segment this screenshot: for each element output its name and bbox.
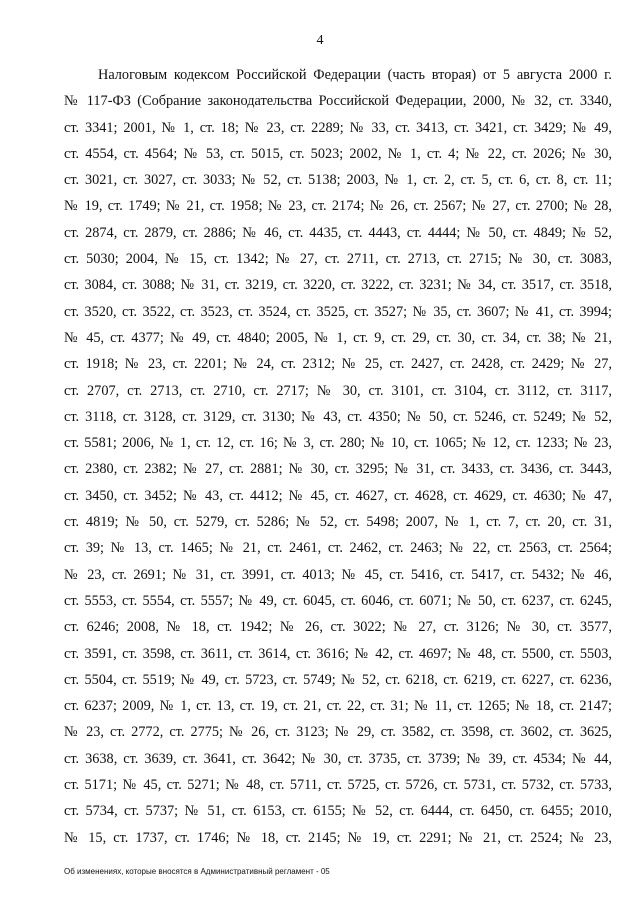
- body-paragraph: [64, 62, 612, 851]
- text-line: № 117-ФЗ (Собрание законодательства Российской Федерации, 2000, № 32, ст. 3340,: [64, 93, 612, 110]
- text-line: ст. 3450, ст. 3452; № 43, ст. 4412; № 45, ст. 4627, ст. 4628, ст. 4629, ст. 4630; № 47,: [64, 487, 612, 504]
- text-line: ст. 5504, ст. 5519; № 49, ст. 5723, ст. 5749; № 52, ст. 6218, ст. 6219, ст. 6227, ст. 6236,: [64, 671, 612, 688]
- text-line: ст. 5581; 2006, № 1, ст. 12, ст. 16; № 3, ст. 280; № 10, ст. 1065; № 12, ст. 1233; № 23,: [64, 435, 612, 452]
- text-line: ст. 3084, ст. 3088; № 31, ст. 3219, ст. 3220, ст. 3222, ст. 3231; № 34, ст. 3517, ст. 3518,: [64, 277, 612, 294]
- text-line: ст. 2380, ст. 2382; № 27, ст. 2881; № 30, ст. 3295; № 31, ст. 3433, ст. 3436, ст. 3443,: [64, 461, 612, 478]
- text-line: № 19, ст. 1749; № 21, ст. 1958; № 23, ст. 2174; № 26, ст. 2567; № 27, ст. 2700; № 28,: [64, 198, 612, 215]
- page-footer: Об изменениях, которые вносятся в Административный регламент - 05: [64, 867, 330, 876]
- text-line: № 23, ст. 2691; № 31, ст. 3991, ст. 4013; № 45, ст. 5416, ст. 5417, ст. 5432; № 46,: [64, 566, 612, 583]
- text-line: Налоговым кодексом Российской Федерации (часть вторая) от 5 августа 2000 г.: [98, 67, 612, 83]
- text-line: ст. 1918; № 23, ст. 2201; № 24, ст. 2312; № 25, ст. 2427, ст. 2428, ст. 2429; № 27,: [64, 356, 612, 373]
- text-line: ст. 3591, ст. 3598, ст. 3611, ст. 3614, ст. 3616; № 42, ст. 4697; № 48, ст. 5500, ст. 5503,: [64, 645, 612, 662]
- text-line: ст. 2707, ст. 2713, ст. 2710, ст. 2717; № 30, ст. 3101, ст. 3104, ст. 3112, ст. 3117,: [64, 382, 612, 399]
- text-line: ст. 5171; № 45, ст. 5271; № 48, ст. 5711, ст. 5725, ст. 5726, ст. 5731, ст. 5732, ст. 5733,: [64, 777, 612, 794]
- page-number: 4: [316, 33, 324, 48]
- text-line: ст. 3021, ст. 3027, ст. 3033; № 52, ст. 5138; 2003, № 1, ст. 2, ст. 5, ст. 6, ст. 8, ст. 11;: [64, 172, 612, 189]
- text-line: ст. 3341; 2001, № 1, ст. 18; № 23, ст. 2289; № 33, ст. 3413, ст. 3421, ст. 3429; № 49,: [64, 119, 612, 136]
- text-line: ст. 5030; 2004, № 15, ст. 1342; № 27, ст. 2711, ст. 2713, ст. 2715; № 30, ст. 3083,: [64, 251, 612, 268]
- text-line: ст. 6246; 2008, № 18, ст. 1942; № 26, ст. 3022; № 27, ст. 3126; № 30, ст. 3577,: [64, 619, 612, 636]
- text-line: ст. 2874, ст. 2879, ст. 2886; № 46, ст. 4435, ст. 4443, ст. 4444; № 50, ст. 4849; № 52,: [64, 224, 612, 241]
- text-line: ст. 39; № 13, ст. 1465; № 21, ст. 2461, ст. 2462, ст. 2463; № 22, ст. 2563, ст. 2564;: [64, 540, 612, 557]
- text-line: ст. 3520, ст. 3522, ст. 3523, ст. 3524, ст. 3525, ст. 3527; № 35, ст. 3607; № 41, ст. 3994;: [64, 303, 612, 320]
- text-line: ст. 5734, ст. 5737; № 51, ст. 6153, ст. 6155; № 52, ст. 6444, ст. 6450, ст. 6455; 2010,: [64, 803, 612, 820]
- text-line: ст. 6237; 2009, № 1, ст. 13, ст. 19, ст. 21, ст. 22, ст. 31; № 11, ст. 1265; № 18, ст. 2147;: [64, 698, 612, 715]
- text-line: ст. 4819; № 50, ст. 5279, ст. 5286; № 52, ст. 5498; 2007, № 1, ст. 7, ст. 20, ст. 31,: [64, 514, 612, 531]
- text-line: № 15, ст. 1737, ст. 1746; № 18, ст. 2145; № 19, ст. 2291; № 21, ст. 2524; № 23,: [64, 829, 612, 846]
- text-line: ст. 3118, ст. 3128, ст. 3129, ст. 3130; № 43, ст. 4350; № 50, ст. 5246, ст. 5249; № 52,: [64, 408, 612, 425]
- text-line: ст. 5553, ст. 5554, ст. 5557; № 49, ст. 6045, ст. 6046, ст. 6071; № 50, ст. 6237, ст. 6245,: [64, 592, 612, 609]
- text-line: № 23, ст. 2772, ст. 2775; № 26, ст. 3123; № 29, ст. 3582, ст. 3598, ст. 3602, ст. 3625,: [64, 724, 612, 741]
- text-line: ст. 4554, ст. 4564; № 53, ст. 5015, ст. 5023; 2002, № 1, ст. 4; № 22, ст. 2026; № 30,: [64, 145, 612, 162]
- text-line: ст. 3638, ст. 3639, ст. 3641, ст. 3642; № 30, ст. 3735, ст. 3739; № 39, ст. 4534; № 44,: [64, 750, 612, 767]
- text-line: № 45, ст. 4377; № 49, ст. 4840; 2005, № 1, ст. 9, ст. 29, ст. 30, ст. 34, ст. 38; № 21,: [64, 329, 612, 346]
